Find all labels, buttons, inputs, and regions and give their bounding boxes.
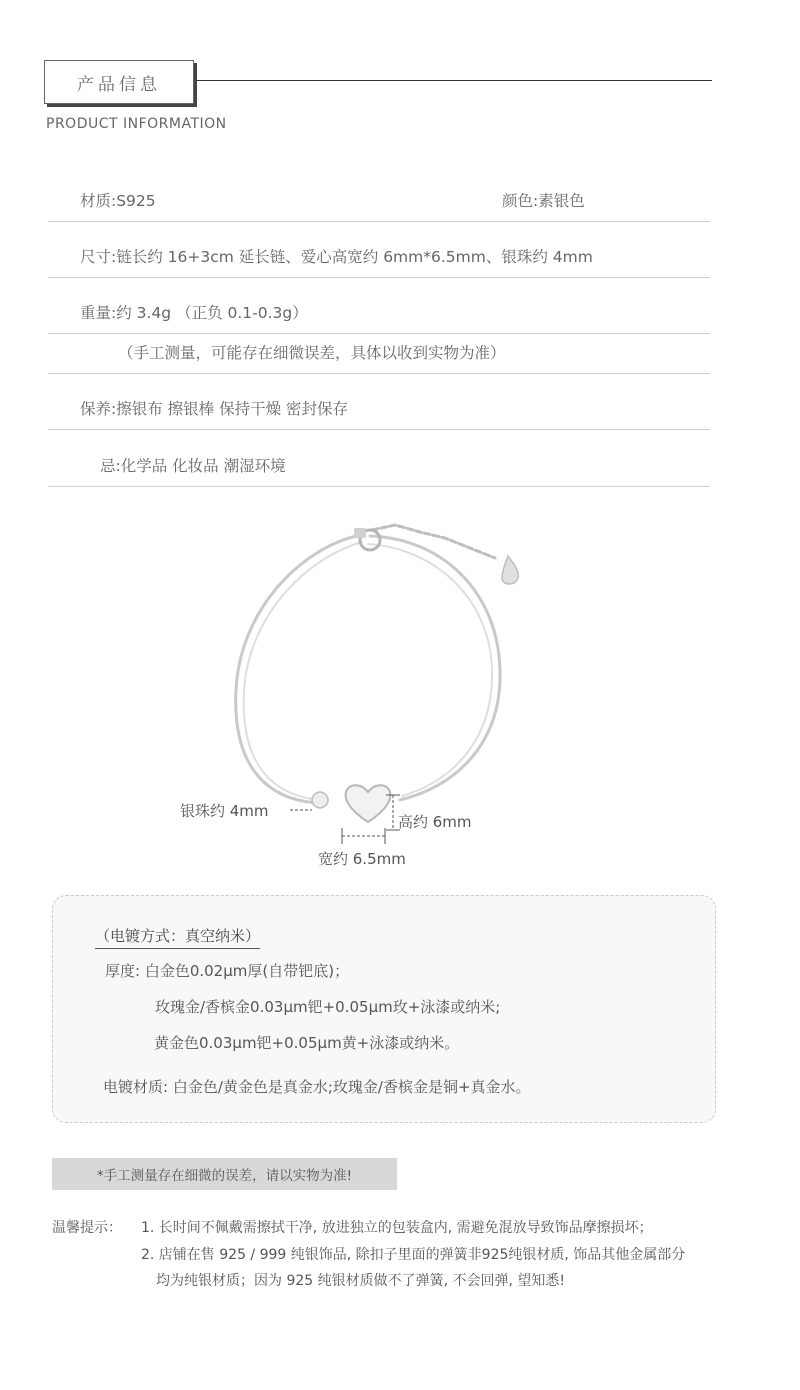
spec-row-avoid bbox=[48, 442, 710, 487]
plating-info-box bbox=[52, 895, 716, 1123]
heart-charm-icon bbox=[346, 785, 391, 822]
spec-row-note bbox=[48, 329, 710, 374]
weight-note-text: （手工测量，可能存在细微误差，具体以收到实物为准） bbox=[118, 344, 506, 362]
plating-thickness-1: 厚度: 白金色0.02μm厚(自带钯底)； bbox=[105, 962, 350, 980]
plating-thickness-2: 玫瑰金/香槟金0.03μm钯+0.05μm玫+泳漆或纳米; bbox=[155, 998, 501, 1016]
measurement-disclaimer-banner: *手工测量存在细微的误差，请以实物为准! bbox=[52, 1158, 397, 1190]
weight-text: 重量:约 3.4g （正负 0.1-0.3g） bbox=[80, 304, 308, 322]
heart-width-label: 宽约 6.5mm bbox=[318, 850, 406, 868]
spec-row-size bbox=[48, 233, 710, 278]
bead-icon bbox=[312, 792, 328, 808]
spec-row-weight bbox=[48, 289, 710, 334]
teardrop-charm-icon bbox=[502, 556, 518, 584]
tip-item-1: 1. 长时间不佩戴需擦拭干净, 放进独立的包装盒内, 需避免混放导致饰品摩擦损坏； bbox=[141, 1220, 653, 1236]
heart-height-label: 高约 6mm bbox=[398, 813, 472, 831]
size-text: 尺寸:链长约 16+3cm 延长链、爱心高宽约 6mm*6.5mm、银珠约 4mm bbox=[80, 248, 593, 266]
material-text: 材质:S925 bbox=[80, 192, 156, 210]
tip-item-2-line-2: 均为纯银材质；因为 925 纯银材质做不了弹簧, 不会回弹, 望知悉! bbox=[156, 1273, 566, 1289]
title-divider bbox=[196, 80, 712, 81]
spec-row-material bbox=[48, 177, 710, 222]
care-text: 保养:擦银布 擦银棒 保持干燥 密封保存 bbox=[80, 400, 349, 418]
spec-row-care bbox=[48, 385, 710, 430]
section-subtitle: PRODUCT INFORMATION bbox=[46, 116, 227, 132]
bracelet-image bbox=[0, 500, 800, 880]
bead-size-label: 银珠约 4mm bbox=[180, 802, 269, 820]
plating-thickness-3: 黄金色0.03μm钯+0.05μm黄+泳漆或纳米。 bbox=[154, 1034, 460, 1052]
tip-item-2-line-1: 2. 店铺在售 925 / 999 纯银饰品, 除扣子里面的弹簧非925纯银材质, 饰品其他金属部分 bbox=[141, 1247, 686, 1263]
plating-material: 电镀材质: 白金色/黄金色是真金水;玫瑰金/香槟金是铜+真金水。 bbox=[103, 1078, 531, 1096]
plating-title: （电镀方式：真空纳米） bbox=[95, 925, 260, 949]
tips-label: 温馨提示： bbox=[52, 1220, 122, 1236]
color-text: 颜色:素银色 bbox=[502, 192, 585, 210]
avoid-text: 忌:化学品 化妆品 潮湿环境 bbox=[100, 457, 286, 475]
section-title: 产品信息 bbox=[44, 60, 194, 104]
